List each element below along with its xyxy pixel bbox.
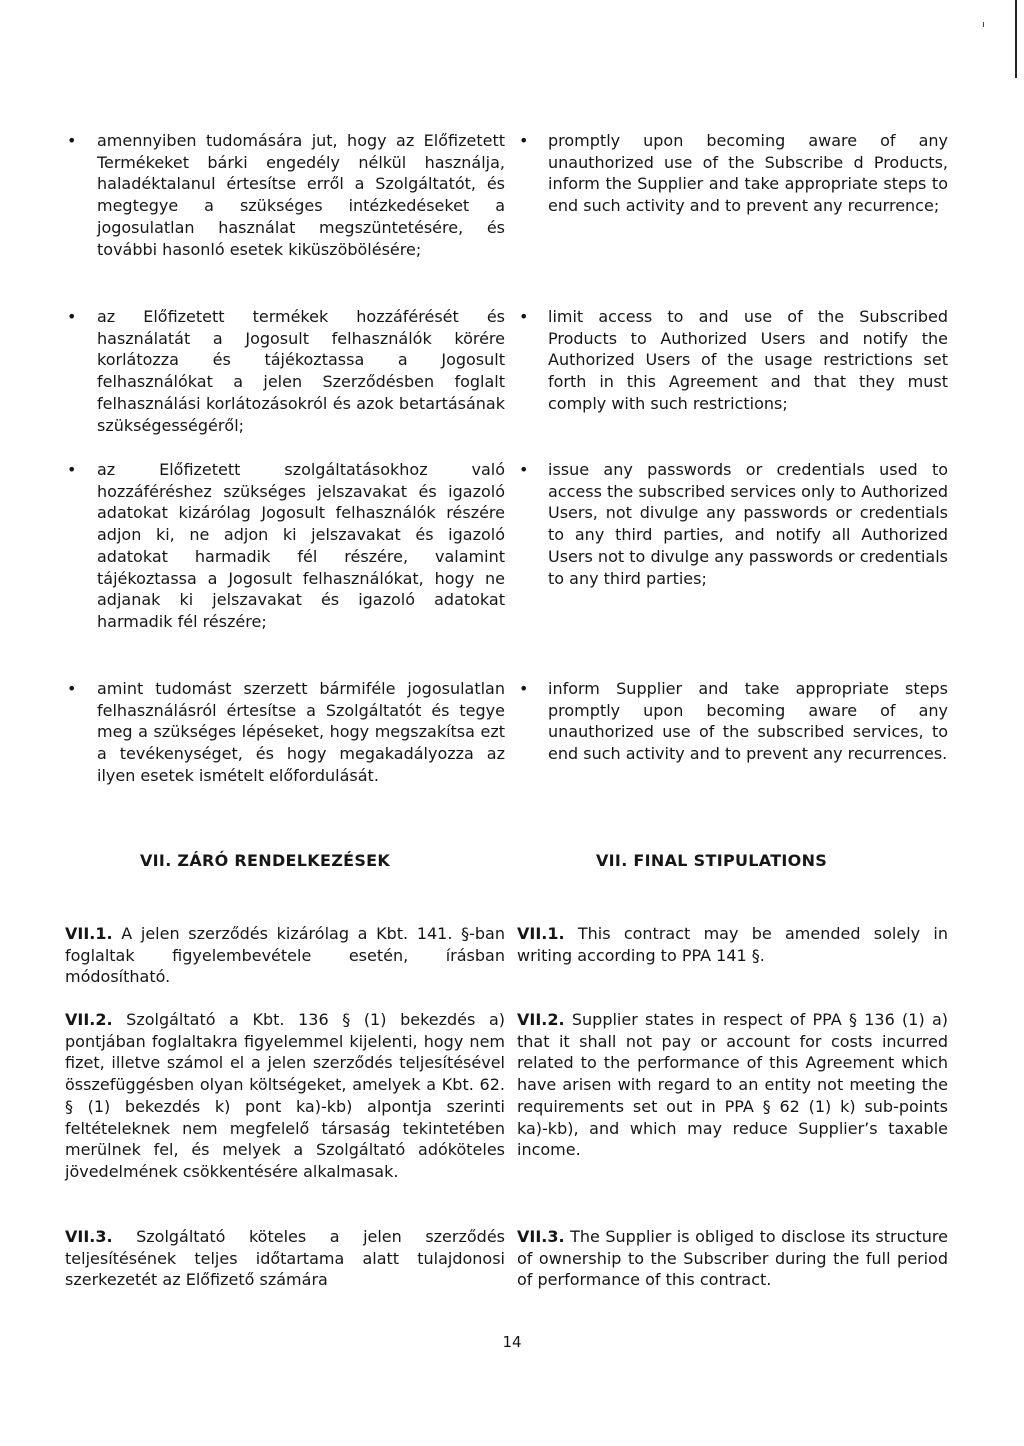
bullet-marker: • (67, 679, 77, 698)
bullet-marker: • (519, 679, 529, 698)
bullet-text-hu: amint tudomást szerzett bármiféle jogosulatlan felhasználásról értesítse a Szolgáltatót és tegye meg a szükséges lépéseket, hogy megszakítsa ezt a tevékenységet, és hogy megakadályozza az ilyen esetek ismételt előfordulását. (97, 679, 505, 785)
bullet-text-en: inform Supplier and take appropriate steps promptly upon becoming aware of any unauthorized use of the subscribed services, to end such activity and to prevent any recurrences. (548, 679, 948, 764)
bullet-marker: • (519, 307, 529, 326)
clause-hu (65, 1226, 505, 1291)
bullet-text-hu: amennyiben tudomására jut, hogy az Előfizetett Termékeket bárki engedély nélkül használja, haladéktalanul értesítse erről a Szolgáltatót, és megtegye a szükséges intézkedéseket a jogosulatlan használat megszüntetésére, és további hasonló esetek kiküszöbölésére; (97, 131, 505, 259)
clause-number: VII.2. (517, 1010, 565, 1029)
clause-number: VII.2. (65, 1010, 113, 1029)
clause-number: VII.1. (517, 924, 565, 943)
clause-en (517, 1009, 948, 1161)
bullet-marker: • (67, 307, 77, 326)
bullet-text-en: issue any passwords or credentials used to access the subscribed services only to Authorized Users, not divulge any passwords or credentials to any third parties, and notify all Authorized Users not to divulge any passwords or credentials to any third parties; (548, 460, 948, 588)
bullet-marker: • (67, 131, 77, 150)
section-heading-en: VII. FINAL STIPULATIONS (596, 851, 828, 870)
bullet-marker: • (67, 460, 77, 479)
clause-text-hu: Szolgáltató köteles a jelen szerződés teljesítésének teljes időtartama alatt tulajdonosi szerkezetét az Előfizető számára (65, 1227, 505, 1290)
clause-number: VII.3. (65, 1227, 113, 1246)
bullet-text-en: limit access to and use of the Subscribed Products to Authorized Users and notify the Authorized Users of the usage restrictions set forth in this Agreement and that they must comply with such restrictions; (548, 307, 948, 413)
page-number: 14 (502, 1333, 522, 1351)
bullet-text-en: promptly upon becoming aware of any unauthorized use of the Subscribe d Products, inform the Supplier and take appropriate steps to end such activity and to prevent any recurrence; (548, 131, 948, 216)
clause-text-en: The Supplier is obliged to disclose its structure of ownership to the Subscriber during the full period of performance of this contract. (517, 1227, 948, 1290)
bullet-marker: • (519, 460, 529, 479)
clause-number: VII.1. (65, 924, 113, 943)
clause-text-hu: Szolgáltató a Kbt. 136 § (1) bekezdés a) pontjában foglaltakra figyelemmel kijelenti, hogy nem fizet, illetve számol el a jelen szerződés teljesítésével összefüggésben olyan költségeket, amelyek a Kbt. 62. § (1) bekezdés k) pont ka)-kb) alpontja szerinti feltételeknek nem megfelelő társaság tekintetében merülnek fel, és melyek a Szolgáltató adóköteles jövedelmének csökkentésére alkalmasak. (65, 1010, 505, 1181)
clause-number: VII.3. (517, 1227, 565, 1246)
section-heading-hu: VII. ZÁRÓ RENDELKEZÉSEK (140, 851, 391, 870)
clause-en (517, 1226, 948, 1291)
clause-en (517, 923, 948, 966)
clause-hu (65, 1009, 505, 1183)
clause-text-en: This contract may be amended solely in writing according to PPA 141 §. (517, 924, 948, 965)
bullet-marker: • (519, 131, 529, 150)
bullet-text-hu: az Előfizetett szolgáltatásokhoz való hozzáféréshez szükséges jelszavakat és igazoló adatokat kizárólag Jogosult felhasználók részére adjon ki, ne adjon ki jelszavakat és igazoló adatokat harmadik fél részére, valamint tájékoztassa a Jogosult felhasználókat, hogy ne adjanak ki jelszavakat és igazoló adatokat harmadik fél részére; (97, 460, 505, 631)
clause-hu (65, 923, 505, 988)
clause-text-en: Supplier states in respect of PPA § 136 (1) a) that it shall not pay or account for costs incurred related to the performance of this Agreement which have arisen with regard to an entity not meeting the requirements set out in PPA § 62 (1) k) sub-points ka)-kb), and which may reduce Supplier’s taxable income. (517, 1010, 949, 1160)
clause-text-hu: A jelen szerződés kizárólag a Kbt. 141. §-ban foglaltak figyelembevétele esetén, írásban módosítható. (65, 924, 506, 987)
bullet-text-hu: az Előfizetett termékek hozzáférését és használatát a Jogosult felhasználók körére korlátozza és tájékoztassa a Jogosult felhasználókat a jelen Szerződésben foglalt felhasználási korlátozásokról és azok betartásának szükségességéről; (97, 307, 505, 435)
scan-edge-mark (983, 22, 984, 27)
scan-edge-line (1015, 0, 1017, 78)
